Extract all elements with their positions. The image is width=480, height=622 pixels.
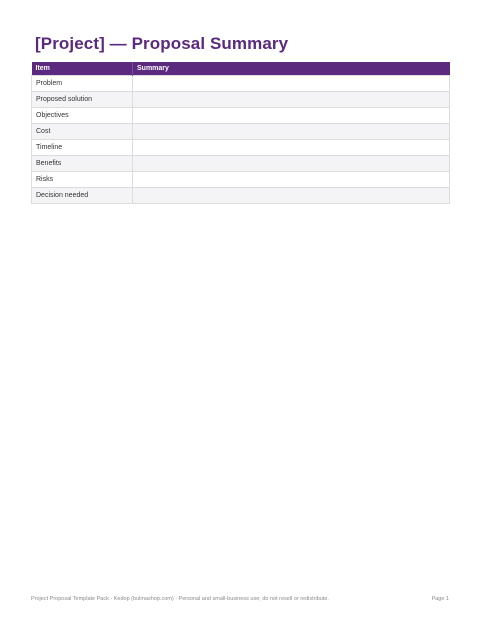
- row-summary-cell[interactable]: [133, 108, 450, 124]
- row-summary-cell[interactable]: [133, 188, 450, 204]
- row-summary-cell[interactable]: [133, 124, 450, 140]
- page-title: [Project] — Proposal Summary: [35, 34, 289, 53]
- table-row: [32, 140, 450, 156]
- footer-note: Project Proposal Template Pack · Kedop (bulmashop.com) · Personal and small-business use; do not resell or redistribute.: [31, 596, 329, 602]
- table-row: [32, 92, 450, 108]
- column-header-item: Item: [32, 62, 133, 76]
- table-header-row: [32, 62, 450, 76]
- row-summary-cell[interactable]: [133, 140, 450, 156]
- row-item-label: Risks: [32, 172, 133, 188]
- row-item-label: Timeline: [32, 140, 133, 156]
- row-item-label: Cost: [32, 124, 133, 140]
- row-summary-cell[interactable]: [133, 92, 450, 108]
- row-item-label: Proposed solution: [32, 92, 133, 108]
- row-item-label: Decision needed: [32, 188, 133, 204]
- row-summary-cell[interactable]: [133, 156, 450, 172]
- column-header-summary: Summary: [133, 62, 450, 76]
- table-row: [32, 124, 450, 140]
- table-row: [32, 188, 450, 204]
- summary-table: [31, 62, 450, 204]
- page-number: Page 1: [431, 596, 449, 602]
- row-summary-cell[interactable]: [133, 76, 450, 92]
- table-row: [32, 76, 450, 92]
- table-row: [32, 108, 450, 124]
- row-item-label: Objectives: [32, 108, 133, 124]
- row-item-label: Benefits: [32, 156, 133, 172]
- row-summary-cell[interactable]: [133, 172, 450, 188]
- row-item-label: Problem: [32, 76, 133, 92]
- table-row: [32, 172, 450, 188]
- table-row: [32, 156, 450, 172]
